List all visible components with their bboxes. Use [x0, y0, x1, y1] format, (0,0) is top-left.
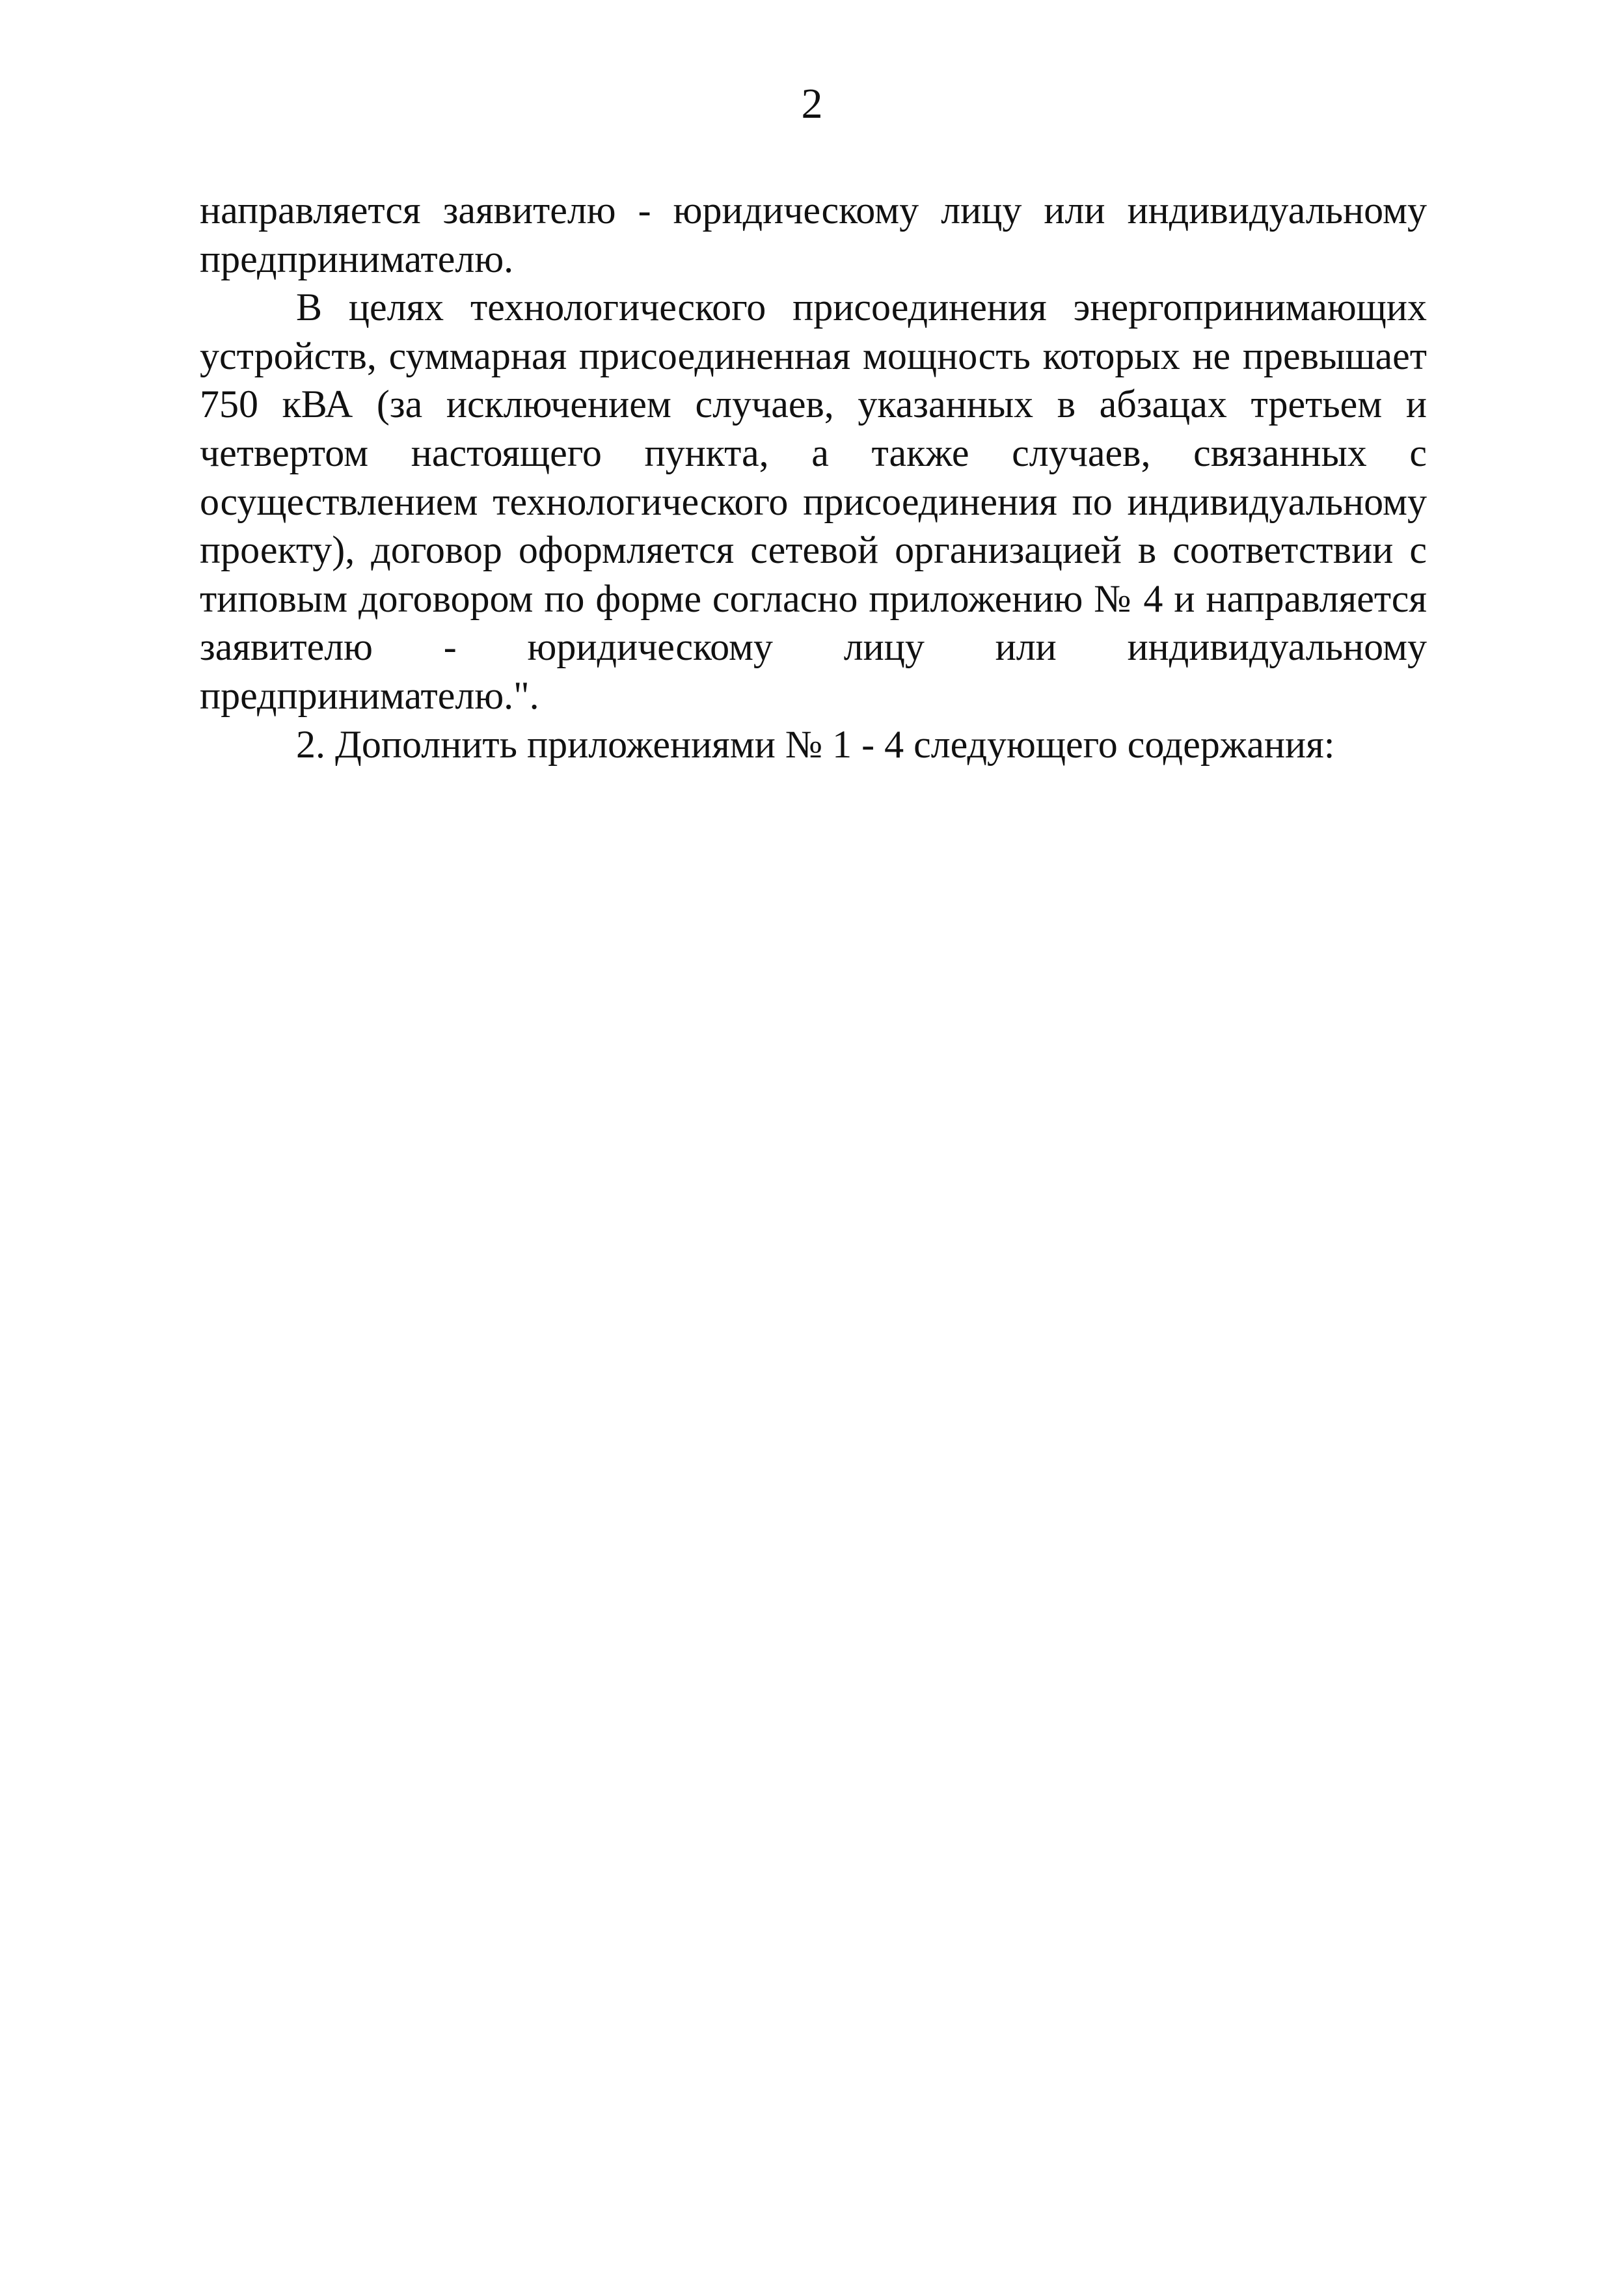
paragraph-connection-contract: В целях технологического присоединения энергопринимающих устройств, суммарная присоединенная мощность которых не превышает 750 кВА (за исключением случаев, указанных в абзацах третьем и четвертом настоящего пункта, а также случаев, связанных с осуществлением технологического присоединения по индивидуальному проекту), договор оформляется сетевой организацией в соответствии с типовым договором по форме согласно приложению № 4 и направляется заявителю - юридическому лицу или индивидуальному предпринимателю.".	[200, 286, 1427, 717]
paragraph-amendment-item-2: 2. Дополнить приложениями № 1 - 4 следующего содержания:	[296, 722, 1335, 766]
paragraph-continuation: направляется заявителю - юридическому лицу или индивидуальному предпринимателю.	[200, 189, 1427, 280]
document-body	[200, 186, 1427, 768]
page-number: 2	[801, 80, 823, 128]
